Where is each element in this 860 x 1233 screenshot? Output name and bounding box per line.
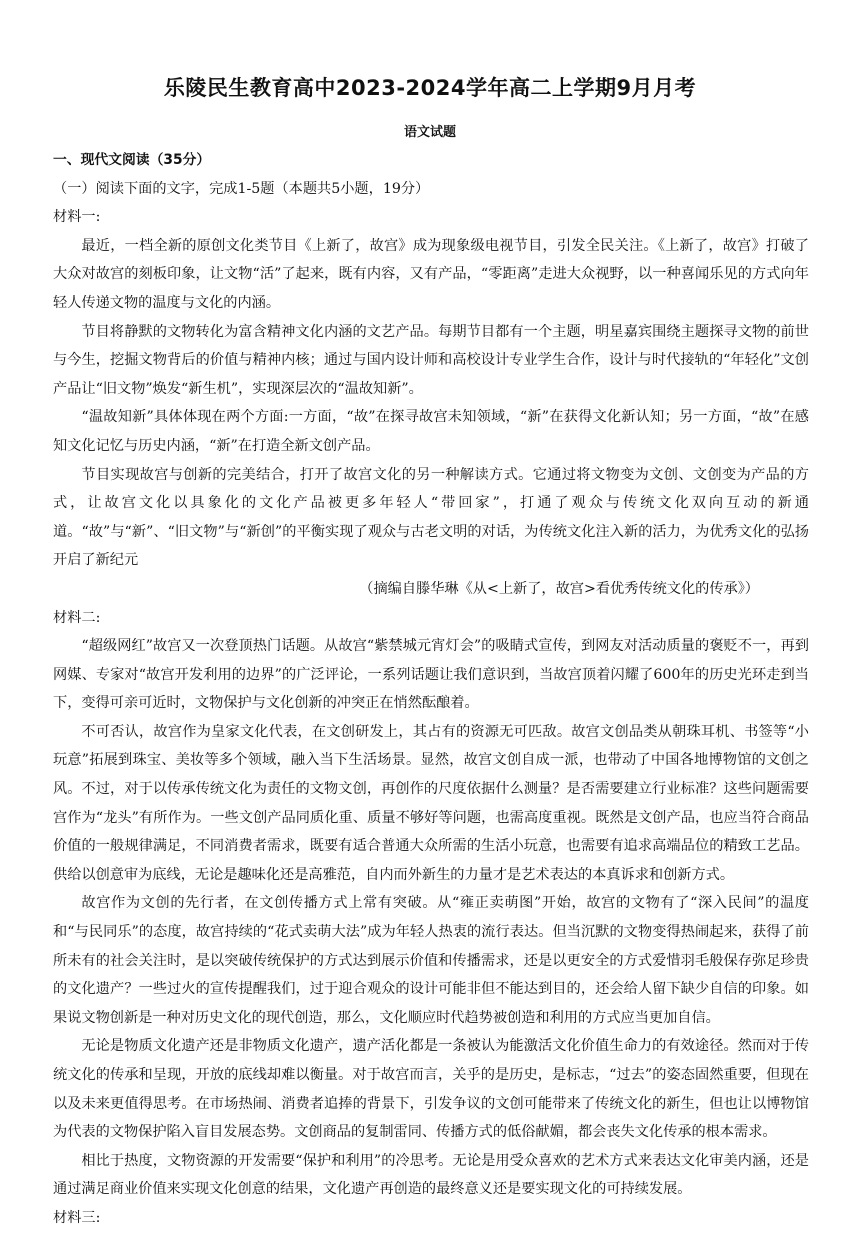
material2-label: 材料二: bbox=[53, 609, 101, 626]
material1-source: （摘编自滕华琳《从<上新了，故宫>看优秀传统文化的传承》） bbox=[359, 580, 759, 597]
paragraph: 节目将静默的文物转化为富含精神文化内涵的文艺产品。每期节目都有一个主题，明星嘉宾围绕主题探寻文物的前世与今生，挖掘文物背后的价值与精神内核；通过与国内设计师和高校设计专业学生合作，设计与时代接轨的“年轻化”文创产品让“旧文物”焕发“新生机”，实现深层次的“温故知新”。 bbox=[53, 323, 809, 397]
paragraph: 不可否认，故宫作为皇家文化代表，在文创研发上，其占有的资源无可匹敌。故宫文创品类从朝珠耳机、书签等“小玩意”拓展到珠宝、美妆等多个领域，融入当下生活场景。显然，故宫文创自成一派，也带动了中国各地博物馆的文创之风。不过，对于以传承传统文化为责任的文物文创，再创作的尺度依据什么测量？是否需要建立行业标准？这些问题需要宫作为“龙头”有所作为。一些文创产品同质化重、质量不够好等问题，也需高度重视。既然是文创产品，也应当符合商品价值的一般规律满足，不同消费者需求，既要有适合普通大众所需的生活小玩意，也需要有追求高端品位的精致工艺品。供给以创意审为底线，无论是趣味化还是高雅范，自内而外新生的力量才是艺术表达的本真诉求和创新方式。 bbox=[53, 723, 809, 883]
material3-label: 材料三: bbox=[53, 1209, 101, 1226]
paragraph: 无论是物质文化遗产还是非物质文化遗产，遗产活化都是一条被认为能激活文化价值生命力的有效途径。然而对于传统文化的传承和呈现，开放的底线却难以衡量。对于故宫而言，关乎的是历史，是标志，“过去”的姿态固然重要，但现在以及未来更值得思考。在市场热闹、消费者追捧的背景下，引发争议的文创可能带来了传统文化的新生，但也让以博物馆为代表的文物保护陷入盲目发展态势。文创商品的复制雷同、传播方式的低俗献媚，都会丧失文化传承的根本需求。 bbox=[53, 1038, 809, 1141]
paragraph: 故宫作为文创的先行者，在文创传播方式上常有突破。从“雍正卖萌图”开始，故宫的文物有了“深入民间”的温度和“与民同乐”的态度，故宫持续的“花式卖萌大法”成为年轻人热衷的流行表达。但当沉默的文物变得热闹起来，获得了前所未有的社会关注时，是以突破传统保护的方式达到展示价值和传播需求，还是以更安全的方式爱惜羽毛般保存弥足珍贵的文化遗产？一些过火的宣传提醒我们，过于迎合观众的设计可能非但不能达到目的，还会给人留下缺少自信的印象。如果说文物创新是一种对历史文化的现代创造，那么，文化顺应时代趋势被创造和利用的方式应当更加自信。 bbox=[53, 895, 809, 1026]
paragraph: “超级网红”故宫又一次登顶热门话题。从故宫“紫禁城元宵灯会”的吸睛式宣传，到网友对活动质量的褒贬不一，再到网媒、专家对“故宫开发利用的边界”的广泛评论，一系列话题让我们意识到，当故宫顶着闪耀了600年的历史光环走到当下，变得可亲可近时，文物保护与文化创新的冲突正在悄然酝酿着。 bbox=[53, 638, 809, 712]
section-heading: 一、现代文阅读（35分） bbox=[53, 152, 211, 168]
part-heading: （一）阅读下面的文字，完成1-5题（本题共5小题，19分） bbox=[53, 180, 430, 197]
paragraph: 最近，一档全新的原创文化类节目《上新了，故宫》成为现象级电视节目，引发全民关注。《上新了，故宫》打破了大众对故宫的刻板印象，让文物“活”了起来，既有内容，又有产品，“零距离”走进大众视野，以一种喜闻乐见的方式向年轻人传递文物的温度与文化的内涵。 bbox=[53, 237, 809, 311]
material1-label: 材料一: bbox=[53, 209, 101, 226]
paragraph: “温故知新”具体体现在两个方面:一方面，“故”在探寻故宫未知领域，“新”在获得文化新认知；另一方面，“故”在感知文化记忆与历史内涵，“新”在打造全新文创产品。 bbox=[53, 409, 809, 454]
exam-content bbox=[53, 146, 809, 1233]
paragraph: 相比于热度，文物资源的开发需要“保护和利用”的冷思考。无论是用受众喜欢的艺术方式来表达文化审美内涵，还是通过满足商业价值来实现文化创意的结果，文化遗产再创造的最终意义还是要实现文化的可持续发展。 bbox=[53, 1152, 809, 1198]
page-subtitle: 语文试题 bbox=[403, 125, 456, 140]
page-title: 乐陵民生教育高中2023-2024学年高二上学期9月月考 bbox=[163, 76, 697, 100]
paragraph: 节目实现故宫与创新的完美结合，打开了故宫文化的另一种解读方式。它通过将文物变为文创、文创变为产品的方式，让故宫文化以具象化的文化产品被更多年轻人“带回家”，打通了观众与传统文化双向互动的新通道。“故”与“新”、“旧文物”与“新创”的平衡实现了观众与古老文明的对话，为传统文化注入新的活力，为优秀文化的弘扬开启了新纪元 bbox=[53, 466, 809, 569]
